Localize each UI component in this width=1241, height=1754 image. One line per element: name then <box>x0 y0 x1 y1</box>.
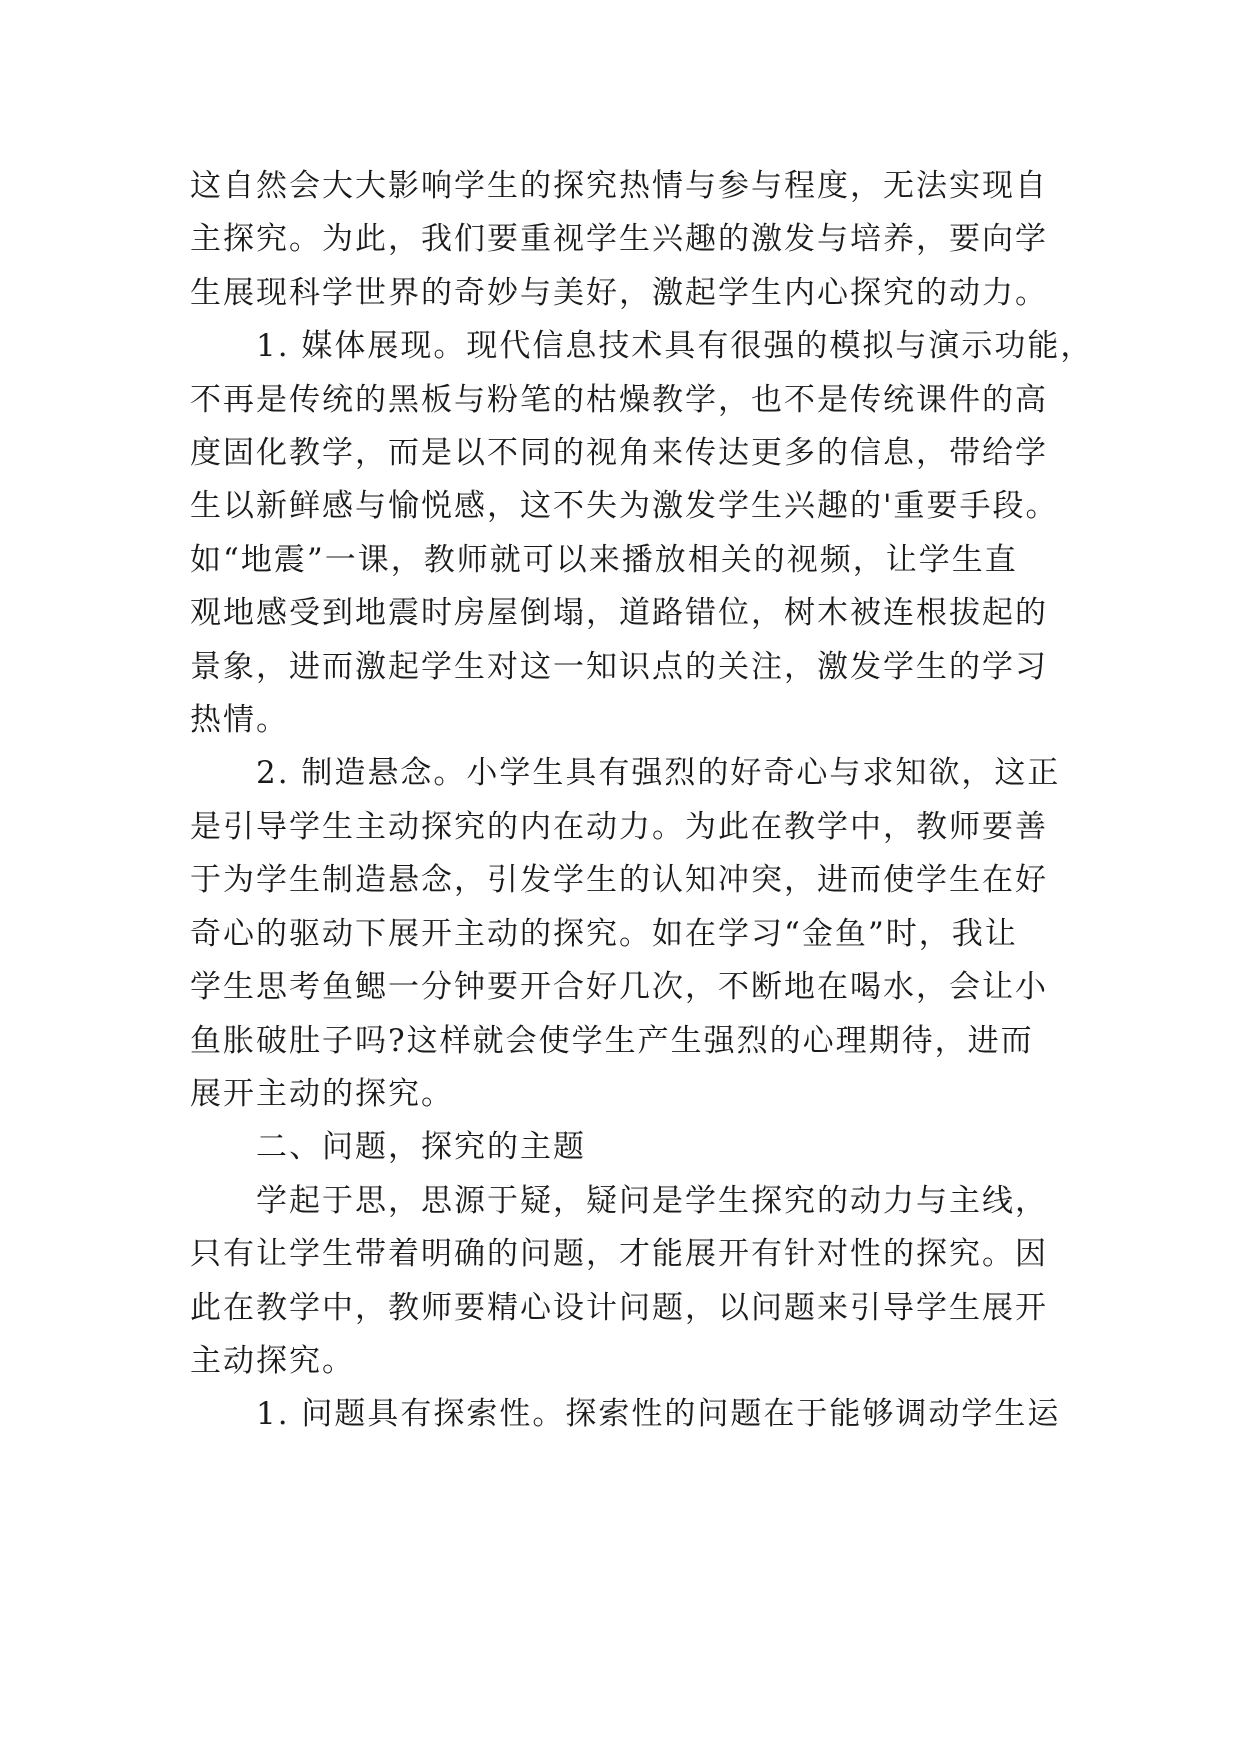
text-line: 此在教学中，教师要精心设计问题，以问题来引导学生展开 <box>190 1289 1048 1326</box>
text-line: 如“地震”一课，教师就可以来播放相关的视频，让学生直 <box>190 541 1018 578</box>
text-line: 1. 媒体展现。现代信息技术具有很强的模拟与演示功能， <box>256 328 1094 365</box>
text-line: 学起于思，思源于疑，疑问是学生探究的动力与主线， <box>256 1182 1048 1219</box>
text-line: 主探究。为此，我们要重视学生兴趣的激发与培养，要向学 <box>190 221 1048 258</box>
document-body <box>190 160 1094 1442</box>
text-line: 热情。 <box>190 702 289 739</box>
text-line: 2. 制造悬念。小学生具有强烈的好奇心与求知欲，这正 <box>256 755 1061 792</box>
text-line: 主动探究。 <box>190 1342 355 1379</box>
paragraph-3 <box>190 747 1060 1121</box>
text-line: 1. 问题具有探索性。探索性的问题在于能够调动学生运 <box>256 1396 1061 1433</box>
paragraph-4 <box>190 1175 1060 1389</box>
text-line: 鱼胀破肚子吗?这样就会使学生产生强烈的心理期待，进而 <box>190 1022 1034 1059</box>
text-line: 景象，进而激起学生对这一知识点的关注，激发学生的学习 <box>190 648 1048 685</box>
text-line: 度固化教学，而是以不同的视角来传达更多的信息，带给学 <box>190 435 1048 472</box>
text-line: 是引导学生主动探究的内在动力。为此在教学中，教师要善 <box>190 808 1048 845</box>
section-heading <box>190 1121 1060 1174</box>
paragraph-2 <box>190 320 1094 747</box>
text-line: 不再是传统的黑板与粉笔的枯燥教学，也不是传统课件的高 <box>190 381 1048 418</box>
text-line: 这自然会大大影响学生的探究热情与参与程度，无法实现自 <box>190 168 1048 204</box>
text-line: 于为学生制造悬念，引发学生的认知冲突，进而使学生在好 <box>190 862 1048 899</box>
text-line: 观地感受到地震时房屋倒塌，道路错位，树木被连根拔起的 <box>190 595 1048 632</box>
text-line: 生展现科学世界的奇妙与美好，激起学生内心探究的动力。 <box>190 274 1048 311</box>
paragraph-5 <box>190 1388 1060 1441</box>
text-line: 奇心的驱动下展开主动的探究。如在学习“金鱼”时，我让 <box>190 915 1018 952</box>
text-line: 展开主动的探究。 <box>190 1075 454 1112</box>
paragraph-1 <box>190 160 1060 320</box>
text-line: 只有让学生带着明确的问题，才能展开有针对性的探究。因 <box>190 1236 1048 1273</box>
text-line: 学生思考鱼鳃一分钟要开合好几次，不断地在喝水，会让小 <box>190 969 1048 1006</box>
text-line: 生以新鲜感与愉悦感，这不失为激发学生兴趣的'重要手段。 <box>190 488 1059 525</box>
heading-line: 二、问题，探究的主题 <box>256 1129 586 1166</box>
